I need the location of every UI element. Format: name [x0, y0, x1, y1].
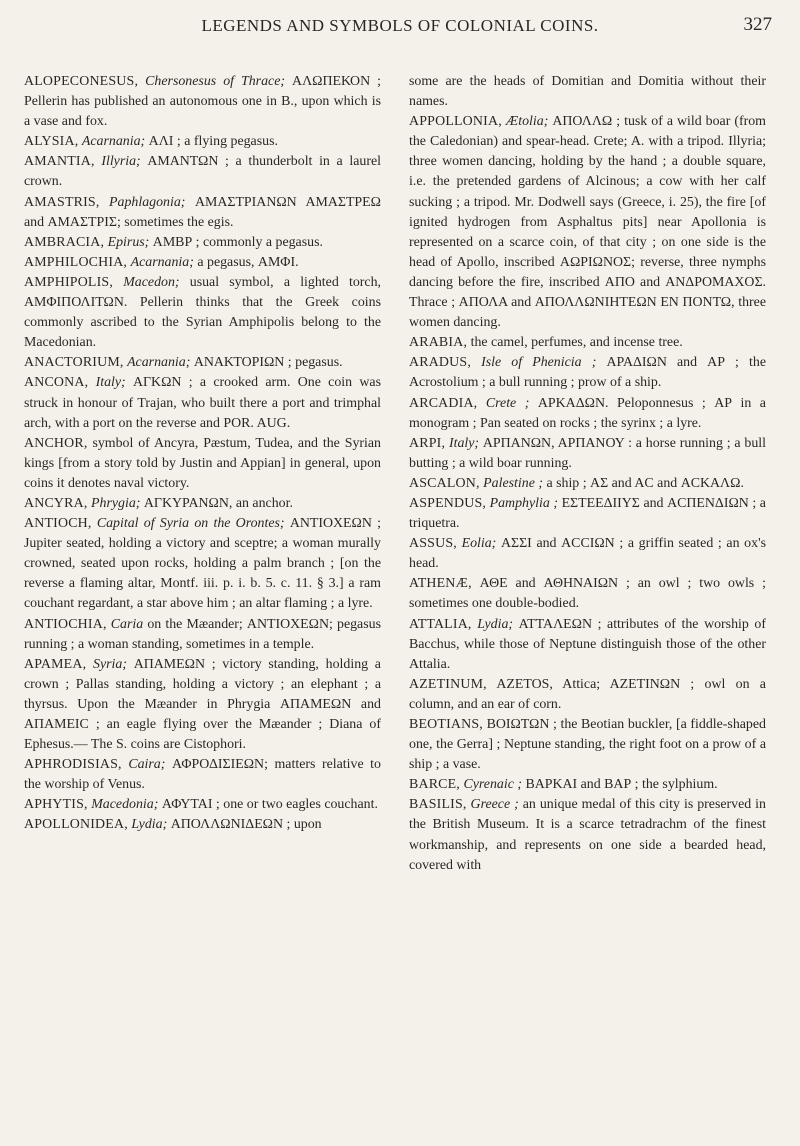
entry-place: Palestine ; [483, 475, 543, 491]
dictionary-entry [409, 615, 766, 675]
entry-text: ΑΣΣΙ and ΑCCΙΩΝ ; a griffin seated ; an ox's head. [409, 536, 766, 572]
entry-place: Capital of Syria on the Orontes; [96, 516, 285, 532]
entry-place: Lydia; [477, 616, 514, 632]
entry-headword: APAMEA, [24, 656, 87, 672]
entry-text: usual symbol, a lighted torch, ΑΜΦΙΠΟΛΙΤΩΝ. Pellerin thinks that the Greek coins commonly ascribed to the Syrian Amphipolis belong to the Macedonian. [24, 274, 381, 351]
entry-text: ΒΑΡΚΑΙ and ΒΑΡ ; the sylphium. [525, 777, 718, 793]
dictionary-entry [409, 775, 766, 795]
dictionary-entry [24, 494, 381, 514]
entry-headword: AMASTRIS, [24, 194, 100, 210]
dictionary-entry [24, 193, 381, 233]
entry-headword: ANTIOCH, [24, 516, 92, 532]
dictionary-entry [409, 72, 766, 112]
entry-place: Pamphylia ; [489, 495, 558, 511]
entry-headword: ARABIA, [409, 335, 468, 351]
entry-place: Caria [110, 616, 144, 632]
entry-place: Italy; [95, 375, 126, 391]
entry-headword: ARADUS, [409, 355, 471, 371]
entry-place: Illyria; [101, 154, 141, 170]
entry-text: ΑΠΟΛΛΩ ; tusk of a wild boar (from the Caledonian) and spear-head. Crete; A. with a tripod. Illyria; three women dancing, holding by the hand ; a double square, i.e. the pretended gardens of Alcinous; a cow with her calf sucking ; a tripod. Mr. Dodwell says (Greece, i. 25), the fire [of ignited hydrogen from Asphaltus pits] near Apollonia is represented on a scarce coin, of that city ; on one side is the head of Apollo, inscribed ΑΩΡΙΩΝΟΣ; reverse, three nymphs dancing before the fire, inscribed ΑΠΟ and ΑΝΔΡΟΜΑΧΟΣ. Thrace ; ΑΠΟΛΑ and ΑΠΟΛΛΩΝΙΗΤΕΩΝ ΕΝ ΠΟΝΤΩ, three women dancing. [409, 114, 766, 331]
dictionary-entry [409, 534, 766, 574]
dictionary-entry [24, 233, 381, 253]
entry-headword: BASILIS, [409, 797, 467, 813]
entry-text: ΑΦΡΟΔΙΣΙΕΩΝ; matters relative to the worship of Venus. [24, 757, 381, 793]
entry-text: ΑΦΥΤΑΙ ; one or two eagles couchant. [161, 797, 378, 813]
entry-headword: ATTALIA, [409, 616, 472, 632]
entry-place: Greece ; [470, 797, 519, 813]
right-column [409, 72, 766, 876]
entry-text: ΑΓΚΥΡΑΝΩΝ, an anchor. [143, 495, 293, 511]
entry-text: symbol of Ancyra, Pæstum, Tudea, and the Syrian kings [from a story told by Justin and Appian] in general, upon coins it denotes naval victory. [24, 435, 381, 491]
entry-text: ΑΘΕ and ΑΘΗΝΑΙΩΝ ; an owl ; two owls ; sometimes one double-bodied. [409, 576, 766, 612]
entry-place: Lydia; [131, 817, 168, 833]
dictionary-entry [24, 514, 381, 614]
entry-headword: ANTIOCHIA, [24, 616, 107, 632]
entry-headword: APHRODISIAS, [24, 757, 122, 773]
page-number: 327 [743, 14, 772, 35]
dictionary-entry [24, 132, 381, 152]
entry-text: ΑΜΒΡ ; commonly a pegasus. [152, 234, 323, 250]
dictionary-entry [409, 474, 766, 494]
entry-place: Italy; [448, 435, 480, 451]
dictionary-entry [24, 373, 381, 433]
entry-text: ΑΡΠΑΝΩΝ, ΑΡΠΑΝΟΥ : a horse running ; a bull butting ; a wild boar running. [409, 435, 766, 471]
dictionary-entry [409, 675, 766, 715]
entry-place: Eolia; [461, 536, 497, 552]
dictionary-entry [24, 795, 381, 815]
entry-text: ΑΜΑΣΤΡΙΑΝΩΝ ΑΜΑΣΤΡΕΩ and ΑΜΑΣΤΡΙΣ; sometimes the egis. [24, 194, 381, 230]
entry-text: AZETOS, Attica; AZETINΩN ; owl on a column, and an ear of corn. [409, 676, 766, 712]
entry-text: the camel, perfumes, and incense tree. [470, 335, 683, 351]
entry-headword: ANCONA, [24, 375, 89, 391]
entry-text: ΑΡΚΑΔΩΝ. Peloponnesus ; ΑΡ in a monogram ; Pan seated on rocks ; the syrinx ; a lyre. [409, 395, 766, 431]
entry-place: Acarnania; [81, 134, 146, 150]
entry-text: ΑΜΑΝΤΩΝ ; a thunderbolt in a laurel crown. [24, 154, 381, 190]
entry-text: ΑΝΑΚΤΟΡΙΩΝ ; pegasus. [193, 355, 343, 371]
entry-headword: ALYSIA, [24, 134, 79, 150]
entry-text: ΑΠΑΜΕΩΝ ; victory standing, holding a crown ; Pallas standing, holding a victory ; an elephant ; a thyrsus. Upon the Mæander in Phrygia ΑΠΑΜΕΩΝ and ΑΠΑΜΕΙC ; an eagle flying over the Mæander ; Diana of Ephesus.— The S. coins are Cistophori. [24, 656, 381, 753]
entry-headword: AMANTIA, [24, 154, 95, 170]
entry-headword: AZETINUM, [409, 676, 487, 692]
entry-place: Macedonia; [91, 797, 159, 813]
entry-headword: ARCADIA, [409, 395, 478, 411]
entry-place: Paphlagonia; [109, 194, 186, 210]
entry-place: Caira; [128, 757, 166, 773]
dictionary-entry [24, 615, 381, 655]
entry-headword: ANCYRA, [24, 495, 88, 511]
entry-text: ΑΛΙ ; a flying pegasus. [148, 134, 278, 150]
running-title: LEGENDS AND SYMBOLS OF COLONIAL COINS. [201, 16, 599, 35]
entry-text: an unique medal of this city is preserved in the British Museum. It is a scarce tetradrachm of the finest workmanship, and represents on one side a bearded head, covered with [409, 797, 766, 873]
entry-headword: AMPHILOCHIA, [24, 254, 128, 270]
entry-headword: ANACTORIUM, [24, 355, 124, 371]
entry-place: Macedon; [123, 274, 180, 290]
dictionary-entry [24, 72, 381, 132]
entry-text: ΑΠΟΛΛΩΝΙΔΕΩΝ ; upon [170, 817, 322, 833]
entry-text: some are the heads of Domitian and Domitia without their names. [409, 74, 766, 110]
entry-place: Chersonesus of Thrace; [145, 74, 285, 89]
left-column [24, 72, 381, 836]
entry-text: a pegasus, ΑΜΦΙ. [197, 254, 299, 270]
entry-headword: ANCHOR, [24, 435, 88, 451]
entry-headword: APOLLONIDEA, [24, 817, 128, 833]
entry-place: Ætolia; [505, 114, 549, 130]
entry-place: Cyrenaic ; [463, 777, 522, 793]
entry-headword: ASPENDUS, [409, 495, 487, 511]
dictionary-entry [24, 655, 381, 755]
entry-headword: AMBRACIA, [24, 234, 105, 250]
entry-headword: BEOTIANS, [409, 717, 483, 732]
entry-place: Acarnania; [130, 254, 194, 270]
entry-text: a ship ; ΑΣ and AC and ΑCΚΑΛΩ. [546, 475, 744, 491]
entry-text: ΑΡΑΔΙΩΝ and ΑΡ ; the Acrostolium ; a bull running ; prow of a ship. [409, 355, 766, 391]
dictionary-entry [24, 273, 381, 353]
entry-headword: ASCALON, [409, 475, 480, 491]
dictionary-entry [409, 574, 766, 614]
entry-text: ΑΛΩΠΕΚΟΝ ; Pellerin has published an autonomous one in B., upon which is a vase and fox. [24, 74, 381, 130]
entry-place: Acarnania; [127, 355, 191, 371]
entry-place: Isle of Phenicia ; [481, 355, 597, 371]
dictionary-entry [24, 434, 381, 494]
entry-text: ΒΟΙΩΤΩΝ ; the Beotian buckler, [a fiddle-shaped one, the Gerra] ; Neptune standing, the right foot on a prow of a ship ; a vase. [409, 717, 766, 773]
entry-text: on the Mæander; ΑΝΤΙΟΧΕΩΝ; pegasus running ; a woman standing, sometimes in a temple. [24, 616, 381, 652]
dictionary-entry [409, 112, 766, 333]
entry-text: ΑΓΚΩΝ ; a crooked arm. One coin was struck in honour of Trajan, who built there a port and trimphal arch, with a port on the reverse and POR. AUG. [24, 375, 381, 431]
entry-text: ΑΝΤΙΟΧΕΩΝ ; Jupiter seated, holding a victory and sceptre; a woman murally crowned, seated upon rocks, holding a palm branch ; [on the reverse a flaming altar, Montf. iii. p. i. b. 5. c. 11. § 3.] a ram couchant regardant, a star above him ; an altar flaming ; a lyre. [24, 516, 381, 612]
entry-place: Epirus; [107, 234, 150, 250]
dictionary-entry [24, 253, 381, 273]
dictionary-entry [409, 795, 766, 875]
dictionary-entry [24, 353, 381, 373]
dictionary-entry [24, 152, 381, 192]
entry-headword: ARPI, [409, 435, 446, 451]
dictionary-entry [409, 333, 766, 353]
dictionary-entry [409, 353, 766, 393]
entry-text: ΑΤΤΑΛΕΩΝ ; attributes of the worship of Bacchus, while those of Neptune distinguish those of the other Attalia. [409, 616, 766, 672]
dictionary-entry [409, 715, 766, 775]
running-header [0, 14, 800, 38]
entry-headword: APHYTIS, [24, 797, 88, 813]
dictionary-entry [409, 494, 766, 534]
entry-text: ΕΣΤΕΕΔΙΙΥΣ and ΑCΠΕΝΔΙΩΝ ; a triquetra. [409, 495, 766, 532]
entry-headword: ALOPECONESUS, [24, 74, 139, 89]
entry-headword: APPOLLONIA, [409, 114, 502, 130]
dictionary-entry [409, 394, 766, 434]
entry-headword: ATHENÆ, [409, 576, 472, 592]
entry-headword: ASSUS, [409, 536, 457, 552]
dictionary-entry [409, 434, 766, 474]
entry-place: Crete ; [485, 395, 530, 411]
dictionary-entry [24, 815, 381, 835]
entry-headword: BARCE, [409, 777, 460, 793]
entry-place: Phrygia; [91, 495, 141, 511]
dictionary-entry [24, 755, 381, 795]
entry-headword: AMPHIPOLIS, [24, 274, 114, 290]
entry-place: Syria; [93, 656, 127, 672]
